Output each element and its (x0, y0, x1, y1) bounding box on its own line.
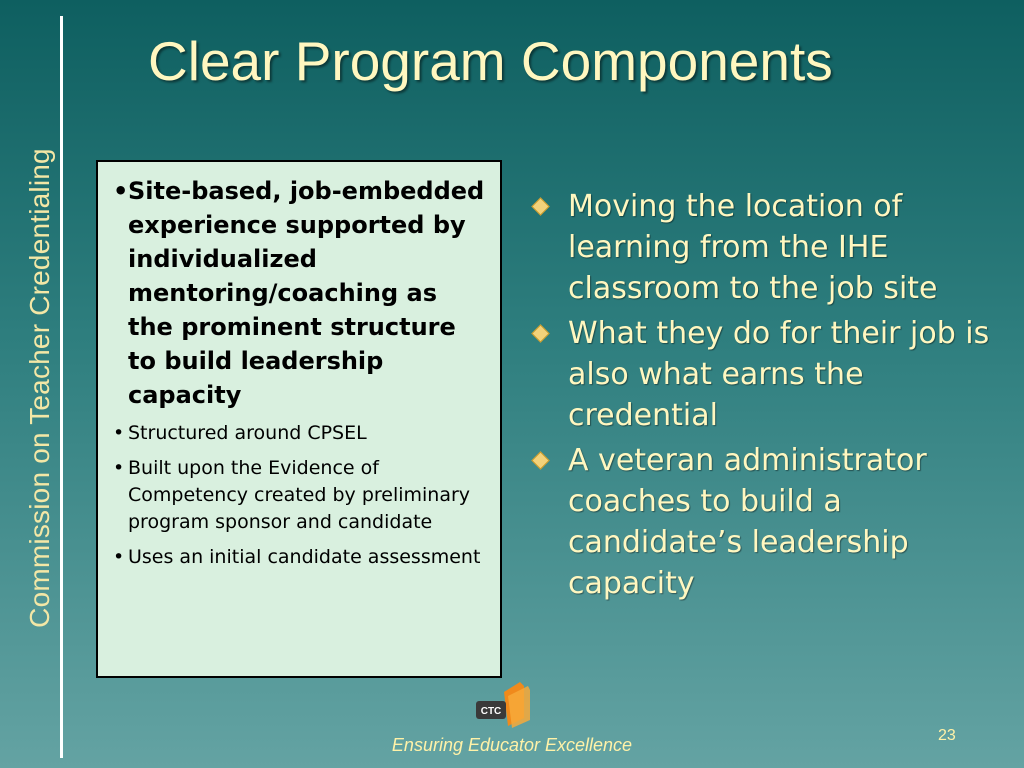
box-item (106, 455, 486, 536)
box-item-text: Uses an initial candidate assessment (128, 546, 481, 568)
box-item-text: Site-based, job-embedded experience supported by individualized mentoring/coaching as the prominent structure to build leadership capacity (128, 177, 485, 409)
vertical-divider (60, 16, 63, 758)
slide-title: Clear Program Components (148, 30, 833, 92)
bullet-dot-icon: • (113, 422, 125, 444)
info-box (96, 160, 502, 678)
list-item (528, 186, 998, 309)
box-item (106, 544, 486, 571)
diamond-bullet-icon (531, 197, 549, 215)
page-number: 23 (938, 727, 956, 744)
list-item (528, 313, 998, 436)
list-item (528, 440, 998, 604)
footer-tagline: Ensuring Educator Excellence (391, 735, 633, 755)
box-item-text: Built upon the Evidence of Competency created by preliminary program sponsor and candidate (128, 457, 471, 533)
bullet-dot-icon: • (113, 457, 125, 479)
list-item-text: A veteran administrator coaches to build a candidate’s leadership capacity (568, 443, 927, 601)
diamond-bullet-icon (531, 451, 549, 469)
box-item-text: Structured around CPSEL (128, 422, 367, 444)
box-item (106, 174, 486, 412)
box-item (106, 420, 486, 447)
list-item-text: Moving the location of learning from the IHE classroom to the job site (568, 189, 938, 306)
bullet-list (528, 186, 998, 608)
ctc-logo (474, 674, 532, 732)
diamond-bullet-icon (531, 324, 549, 342)
bullet-dot-icon: • (113, 546, 125, 568)
bullet-dot-icon: • (113, 177, 129, 205)
sidebar-title: Commission on Teacher Credentialing (24, 148, 55, 628)
list-item-text: What they do for their job is also what earns the credential (568, 316, 990, 433)
logo-text: CTC (480, 706, 502, 717)
